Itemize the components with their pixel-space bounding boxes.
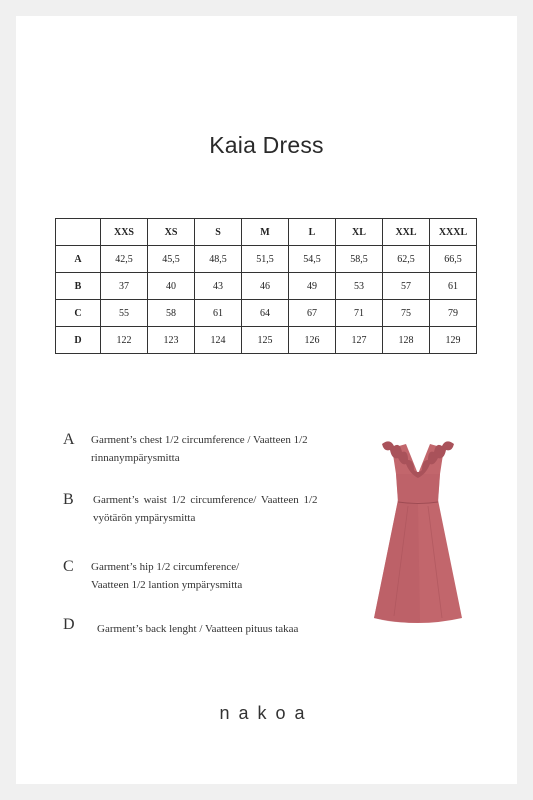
table-cell: 61 bbox=[195, 300, 242, 327]
table-cell: 124 bbox=[195, 327, 242, 354]
table-cell: 64 bbox=[242, 300, 289, 327]
table-cell: 58,5 bbox=[336, 246, 383, 273]
table-cell: 127 bbox=[336, 327, 383, 354]
table-row bbox=[56, 300, 477, 327]
row-label: D bbox=[56, 327, 101, 354]
size-header-xs: XS bbox=[148, 219, 195, 246]
table-cell: 51,5 bbox=[242, 246, 289, 273]
legend-line: vyötärön ympärysmitta bbox=[93, 512, 196, 524]
table-cell: 128 bbox=[383, 327, 430, 354]
legend-line: rinnanympärysmitta bbox=[91, 452, 180, 464]
table-cell: 122 bbox=[101, 327, 148, 354]
size-header-l: L bbox=[289, 219, 336, 246]
table-cell: 55 bbox=[101, 300, 148, 327]
legend-line: Garment’s chest 1/2 circumference / Vaatteen 1/2 bbox=[91, 434, 308, 446]
legend-line: Garment’s hip 1/2 circumference/ bbox=[91, 561, 240, 573]
table-corner-cell bbox=[56, 219, 101, 246]
legend-letter: C bbox=[63, 558, 74, 575]
table-cell: 37 bbox=[101, 273, 148, 300]
table-cell: 49 bbox=[289, 273, 336, 300]
table-cell: 54,5 bbox=[289, 246, 336, 273]
dress-image bbox=[372, 434, 464, 630]
table-cell: 125 bbox=[242, 327, 289, 354]
table-cell: 46 bbox=[242, 273, 289, 300]
table-cell: 79 bbox=[430, 300, 477, 327]
table-cell: 126 bbox=[289, 327, 336, 354]
table-cell: 62,5 bbox=[383, 246, 430, 273]
table-cell: 66,5 bbox=[430, 246, 477, 273]
size-header-xl: XL bbox=[336, 219, 383, 246]
table-cell: 71 bbox=[336, 300, 383, 327]
table-header-row bbox=[56, 219, 477, 246]
table-cell: 57 bbox=[383, 273, 430, 300]
legend-description bbox=[93, 491, 355, 527]
table-cell: 75 bbox=[383, 300, 430, 327]
size-header-xxxl: XXXL bbox=[430, 219, 477, 246]
size-header-m: M bbox=[242, 219, 289, 246]
table-row bbox=[56, 327, 477, 354]
legend-description bbox=[97, 620, 367, 638]
legend-line: Vaatteen 1/2 lantion ympärysmitta bbox=[91, 579, 243, 591]
row-label: C bbox=[56, 300, 101, 327]
table-cell: 58 bbox=[148, 300, 195, 327]
legend-letter: D bbox=[63, 616, 75, 633]
legend-description bbox=[91, 431, 361, 467]
page-title: Kaia Dress bbox=[209, 132, 324, 158]
table-cell: 48,5 bbox=[195, 246, 242, 273]
table-cell: 42,5 bbox=[101, 246, 148, 273]
table-cell: 61 bbox=[430, 273, 477, 300]
table-row bbox=[56, 273, 477, 300]
legend-line: Garment’s back lenght / Vaatteen pituus takaa bbox=[97, 623, 299, 635]
legend-letter: A bbox=[63, 431, 75, 448]
size-header-xxs: XXS bbox=[101, 219, 148, 246]
brand-logo: nakoa bbox=[219, 703, 314, 723]
table-cell: 123 bbox=[148, 327, 195, 354]
legend-line: Garment’s waist 1/2 circumference/ Vaatteen 1/2 bbox=[93, 494, 318, 506]
table-cell: 67 bbox=[289, 300, 336, 327]
size-header-s: S bbox=[195, 219, 242, 246]
row-label: A bbox=[56, 246, 101, 273]
table-row bbox=[56, 246, 477, 273]
table-cell: 53 bbox=[336, 273, 383, 300]
table-cell: 129 bbox=[430, 327, 477, 354]
legend-letter: B bbox=[63, 491, 74, 508]
size-table bbox=[55, 218, 477, 354]
table-cell: 43 bbox=[195, 273, 242, 300]
size-header-xxl: XXL bbox=[383, 219, 430, 246]
table-cell: 45,5 bbox=[148, 246, 195, 273]
legend-description bbox=[91, 558, 361, 594]
row-label: B bbox=[56, 273, 101, 300]
table-cell: 40 bbox=[148, 273, 195, 300]
